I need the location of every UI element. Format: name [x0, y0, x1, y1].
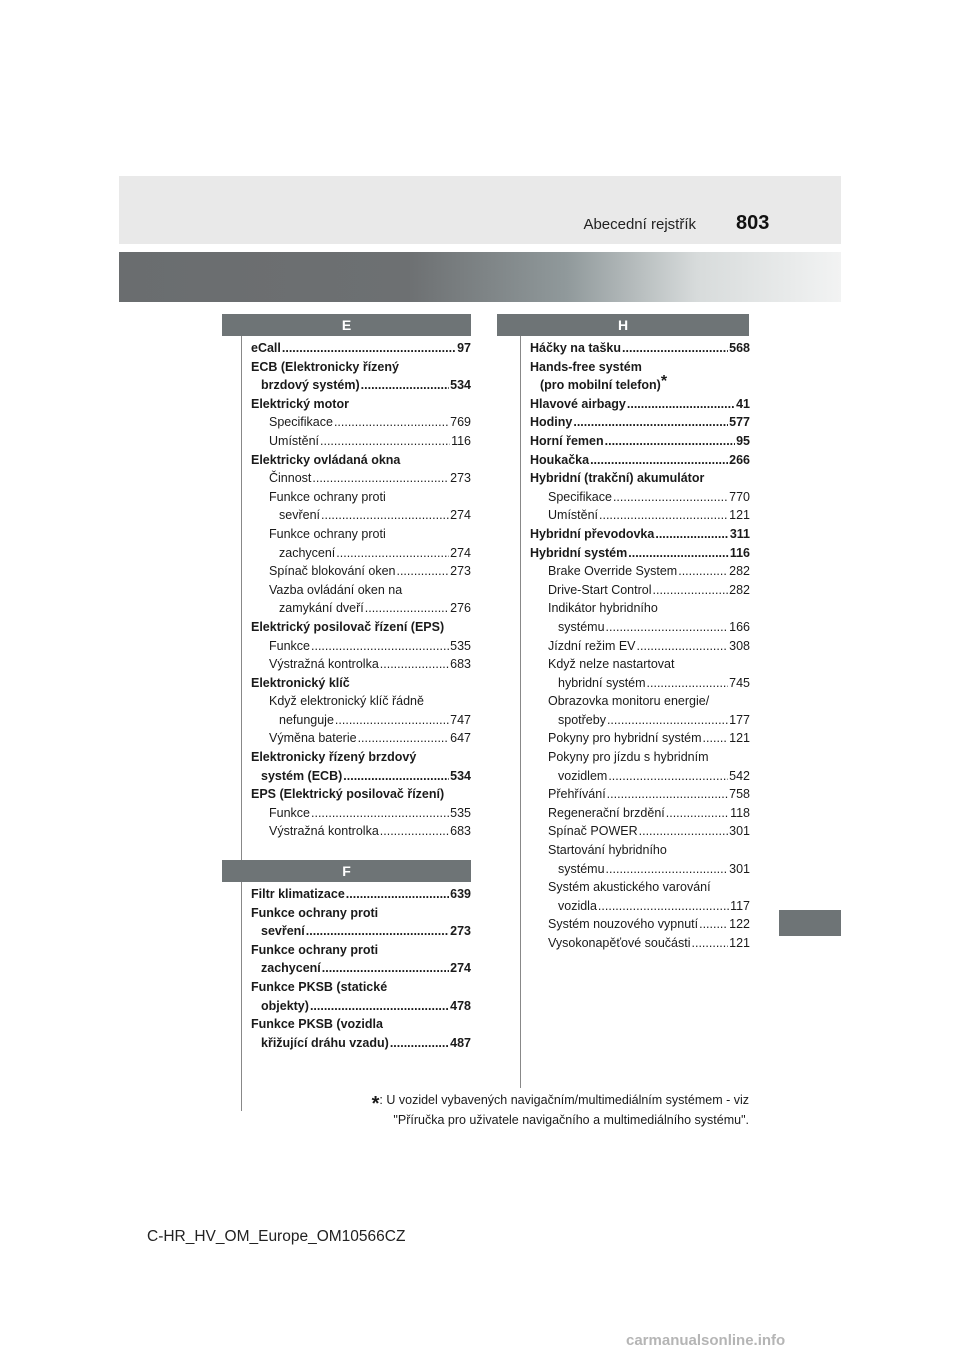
entry-text: vozidla: [558, 898, 597, 913]
entry-page: 478: [450, 998, 471, 1013]
entry-page: 95: [736, 433, 750, 448]
letter-f: F: [342, 863, 351, 879]
entry-text: Vazba ovládání oken na: [269, 582, 403, 597]
entry-page: 301: [729, 861, 750, 876]
entry-text: hybridní systém: [558, 675, 646, 690]
entry-text: nefunguje: [279, 712, 334, 727]
index-entry: [251, 599, 471, 618]
dot-leader: [647, 674, 729, 693]
footnote-marker: *: [371, 1093, 380, 1115]
dot-leader: [380, 655, 449, 674]
gradient-band: [119, 252, 841, 302]
entry-page: 274: [450, 545, 471, 560]
entry-text: Specifikace: [548, 489, 612, 504]
index-entry: [251, 748, 471, 767]
column-rule-middle: [520, 336, 521, 1088]
index-entry: [530, 897, 750, 916]
index-entry: [251, 978, 471, 997]
index-entry: [251, 822, 471, 841]
entry-page: 118: [730, 805, 750, 820]
entry-page: 282: [729, 564, 750, 579]
entry-page: 487: [450, 1035, 471, 1050]
index-entry: [251, 432, 471, 451]
index-entry: [530, 711, 750, 730]
index-entry: [530, 373, 750, 395]
index-entry: [251, 544, 471, 563]
header-band: [119, 176, 841, 244]
index-entry: [530, 506, 750, 525]
index-entry: [251, 922, 471, 941]
entry-text: zachycení: [279, 545, 336, 560]
index-entry: [530, 767, 750, 786]
dot-leader: [358, 729, 450, 748]
entry-text: Když nelze nastartovat: [548, 657, 675, 672]
entry-text: Elektronicky řízený brzdový: [251, 750, 417, 765]
dot-leader: [666, 804, 729, 823]
index-entry: [530, 785, 750, 804]
entry-page: 97: [457, 341, 471, 355]
entry-page: 274: [450, 508, 471, 523]
index-entry: [530, 822, 750, 841]
letter-bar-f: [222, 860, 471, 882]
entry-text: Funkce: [269, 805, 310, 820]
index-entry: [530, 562, 750, 581]
dot-leader: [380, 822, 449, 841]
index-entry: [251, 1015, 471, 1034]
entry-text: Elektronický klíč: [251, 675, 350, 690]
entry-text: Pokyny pro jízdu s hybridním: [548, 750, 709, 765]
dot-leader: [320, 432, 450, 451]
index-entry: [251, 711, 471, 730]
index-entry: [251, 451, 471, 470]
dot-leader: [311, 804, 449, 823]
entry-text: Drive-Start Control: [548, 582, 652, 597]
entry-text: Hands-free systém: [530, 359, 642, 374]
index-column-e: [251, 339, 471, 841]
index-entry: [530, 674, 750, 693]
entry-text: Hybridní (trakční) akumulátor: [530, 471, 705, 486]
letter-bar-h: [497, 314, 749, 336]
entry-text: Houkačka: [530, 452, 590, 467]
entry-text: Funkce PKSB (vozidla: [251, 1017, 383, 1032]
index-entry: [251, 469, 471, 488]
index-entry: [530, 804, 750, 823]
dot-leader: [599, 506, 728, 525]
entry-page: 647: [450, 731, 471, 746]
entry-text: Hodiny: [530, 415, 573, 430]
entry-page: 273: [450, 924, 471, 939]
entry-text: systém (ECB): [261, 768, 343, 783]
footnote-ref: *: [660, 373, 668, 391]
index-entry: [530, 432, 750, 451]
index-entry: [251, 618, 471, 637]
dot-leader: [321, 506, 449, 525]
dot-leader: [598, 897, 729, 916]
entry-text: Výstražná kontrolka: [269, 657, 379, 672]
entry-page: 273: [450, 564, 471, 579]
index-entry: [251, 692, 471, 711]
index-entry: [251, 506, 471, 525]
dot-leader: [311, 637, 449, 656]
footnote-line-2: "Příručka pro uživatele navigačního a multimediálního systému".: [393, 1113, 749, 1127]
index-entry: [530, 655, 750, 674]
entry-page: 166: [729, 619, 750, 634]
entry-text: Umístění: [269, 433, 320, 448]
index-entry: [530, 599, 750, 618]
index-column-f: [251, 885, 471, 1052]
dot-leader: [312, 469, 449, 488]
entry-text: Systém akustického varování: [548, 880, 711, 895]
entry-page: 122: [729, 917, 750, 932]
dot-leader: [605, 432, 735, 451]
entry-text: Systém nouzového vypnutí: [548, 917, 699, 932]
entry-page: 177: [729, 712, 750, 727]
entry-text: spotřeby: [558, 712, 606, 727]
entry-text: eCall: [251, 341, 281, 355]
index-entry: [530, 841, 750, 860]
index-entry: [251, 581, 471, 600]
entry-text: Startování hybridního: [548, 843, 667, 858]
index-entry: [251, 395, 471, 414]
index-entry: [251, 959, 471, 978]
entry-page: 282: [729, 582, 750, 597]
entry-page: 273: [450, 471, 471, 486]
dot-leader: [310, 997, 449, 1016]
index-entry: [530, 618, 750, 637]
dot-leader: [590, 451, 728, 470]
index-entry: [530, 878, 750, 897]
entry-page: 116: [729, 545, 750, 560]
dot-leader: [699, 915, 728, 934]
index-entry: [530, 544, 750, 563]
index-entry: [251, 904, 471, 923]
index-entry: [251, 674, 471, 693]
dot-leader: [622, 339, 728, 358]
dot-leader: [639, 822, 729, 841]
dot-leader: [607, 785, 728, 804]
entry-text: (pro mobilní telefon): [540, 378, 661, 393]
index-entry: [530, 581, 750, 600]
entry-page: 276: [450, 601, 471, 616]
footnote-line-1: : U vozidel vybavených navigačním/multimediálním systémem - viz: [379, 1093, 749, 1107]
entry-text: Přehřívání: [548, 787, 606, 802]
entry-text: Jízdní režim EV: [548, 638, 636, 653]
index-entry: [251, 941, 471, 960]
entry-page: 266: [729, 452, 750, 467]
entry-page: 770: [729, 489, 750, 504]
index-entry: [251, 804, 471, 823]
entry-page: 121: [729, 508, 750, 523]
entry-text: zachycení: [261, 961, 321, 976]
index-entry: [251, 562, 471, 581]
entry-page: 535: [450, 638, 471, 653]
index-entry: [251, 729, 471, 748]
dot-leader: [361, 376, 449, 395]
dot-leader: [613, 488, 728, 507]
dot-leader: [322, 959, 449, 978]
entry-page: 116: [451, 433, 471, 448]
entry-text: Elektrický motor: [251, 396, 349, 411]
entry-text: EPS (Elektrický posilovač řízení): [251, 787, 445, 802]
entry-page: 41: [736, 396, 750, 411]
entry-page: 568: [729, 341, 750, 355]
entry-text: Hlavové airbagy: [530, 396, 626, 411]
document-code: C-HR_HV_OM_Europe_OM10566CZ: [147, 1228, 406, 1245]
dot-leader: [606, 860, 729, 879]
index-entry: [251, 376, 471, 395]
index-entry: [530, 692, 750, 711]
dot-leader: [637, 637, 729, 656]
entry-text: vozidlem: [558, 768, 608, 783]
index-entry: [530, 413, 750, 432]
dot-leader: [607, 711, 728, 730]
entry-text: Hybridní převodovka: [530, 526, 655, 541]
dot-leader: [703, 729, 729, 748]
dot-leader: [678, 562, 728, 581]
entry-text: Regenerační brzdění: [548, 805, 665, 820]
entry-page: 534: [450, 768, 471, 783]
entry-text: Horní řemen: [530, 433, 604, 448]
entry-text: Vysokonapěťové součásti: [548, 936, 691, 950]
index-entry: [251, 785, 471, 804]
index-entry: [530, 339, 750, 358]
entry-page: 758: [729, 787, 750, 802]
entry-text: zamykání dveří: [279, 601, 364, 616]
entry-text: Když elektronický klíč řádně: [269, 694, 424, 709]
dot-leader: [390, 1034, 449, 1053]
column-rule-left: [241, 336, 242, 1111]
footnote: [329, 1092, 749, 1128]
entry-text: systému: [558, 861, 605, 876]
index-entry: [530, 934, 750, 953]
index-entry: [251, 358, 471, 377]
entry-page: 117: [730, 898, 750, 913]
entry-page: 311: [729, 526, 750, 541]
dot-leader: [365, 599, 449, 618]
entry-text: ECB (Elektronicky řízený: [251, 359, 399, 374]
entry-text: Spínač blokování oken: [269, 564, 396, 579]
index-entry: [251, 637, 471, 656]
index-entry: [251, 525, 471, 544]
entry-text: Výměna baterie: [269, 731, 357, 746]
entry-text: Funkce ochrany proti: [269, 489, 386, 504]
entry-text: Funkce ochrany proti: [269, 526, 386, 541]
entry-page: 683: [450, 824, 471, 839]
entry-text: Elektrický posilovač řízení (EPS): [251, 619, 445, 634]
index-entry: [530, 637, 750, 656]
letter-h: H: [617, 317, 629, 333]
index-entry: [530, 488, 750, 507]
entry-text: Háčky na tašku: [530, 341, 622, 355]
dot-leader: [653, 581, 729, 600]
index-entry: [251, 997, 471, 1016]
page-number: 803: [736, 212, 770, 234]
index-entry: [251, 655, 471, 674]
entry-page: 121: [729, 936, 750, 950]
entry-text: Funkce: [269, 638, 310, 653]
index-entry: [530, 748, 750, 767]
index-entry: [530, 915, 750, 934]
entry-text: Činnost: [269, 471, 312, 486]
index-entry: [251, 488, 471, 507]
entry-page: 301: [729, 824, 750, 839]
entry-text: Výstražná kontrolka: [269, 824, 379, 839]
index-entry: [530, 525, 750, 544]
dot-leader: [606, 618, 729, 637]
entry-page: 769: [450, 415, 471, 430]
entry-page: 534: [450, 378, 471, 393]
watermark: carmanualsonline.info: [626, 1332, 786, 1349]
entry-text: brzdový systém): [261, 378, 360, 393]
index-side-tab: [779, 910, 841, 936]
index-entry: [251, 1034, 471, 1053]
index-entry: [251, 413, 471, 432]
dot-leader: [608, 767, 728, 786]
entry-page: 121: [729, 731, 750, 746]
dot-leader: [334, 413, 449, 432]
dot-leader: [335, 711, 449, 730]
index-entry: [530, 395, 750, 414]
entry-text: Pokyny pro hybridní systém: [548, 731, 702, 746]
dot-leader: [655, 525, 728, 544]
dot-leader: [573, 413, 728, 432]
dot-leader: [282, 339, 456, 358]
entry-page: 745: [729, 675, 750, 690]
entry-page: 683: [450, 657, 471, 672]
entry-page: 274: [450, 961, 471, 976]
dot-leader: [692, 934, 729, 953]
dot-leader: [346, 885, 449, 904]
entry-page: 577: [729, 415, 750, 430]
entry-text: Funkce ochrany proti: [251, 905, 379, 920]
entry-text: Spínač POWER: [548, 824, 638, 839]
entry-text: sevření: [279, 508, 320, 523]
index-entry: [530, 451, 750, 470]
entry-text: objekty): [261, 998, 309, 1013]
entry-text: Umístění: [548, 508, 599, 523]
index-entry: [530, 469, 750, 488]
entry-page: 308: [729, 638, 750, 653]
entry-text: Funkce PKSB (statické: [251, 979, 388, 994]
index-column-h: [530, 339, 750, 953]
entry-text: Indikátor hybridního: [548, 601, 658, 616]
entry-text: Obrazovka monitoru energie/: [548, 694, 710, 709]
dot-leader: [343, 767, 449, 786]
index-entry: [251, 885, 471, 904]
dot-leader: [628, 544, 729, 563]
entry-text: systému: [558, 619, 605, 634]
section-title: Abecední rejstřík: [583, 216, 696, 233]
index-entry: [530, 358, 750, 377]
dot-leader: [336, 544, 449, 563]
index-entry: [530, 860, 750, 879]
dot-leader: [627, 395, 735, 414]
entry-text: Brake Override System: [548, 564, 678, 579]
entry-page: 639: [450, 887, 471, 901]
entry-text: Specifikace: [269, 415, 333, 430]
dot-leader: [306, 922, 449, 941]
entry-text: Hybridní systém: [530, 545, 628, 560]
index-entry: [251, 767, 471, 786]
entry-text: Filtr klimatizace: [251, 887, 345, 901]
index-entry: [251, 339, 471, 358]
entry-page: 747: [450, 712, 471, 727]
entry-page: 535: [450, 805, 471, 820]
entry-text: sevření: [261, 924, 305, 939]
letter-e: E: [341, 317, 352, 333]
entry-text: křižující dráhu vzadu): [261, 1035, 389, 1050]
entry-text: Elektricky ovládaná okna: [251, 452, 401, 467]
letter-bar-e: [222, 314, 471, 336]
entry-text: Funkce ochrany proti: [251, 942, 379, 957]
dot-leader: [396, 562, 449, 581]
index-entry: [530, 729, 750, 748]
entry-page: 542: [729, 768, 750, 783]
